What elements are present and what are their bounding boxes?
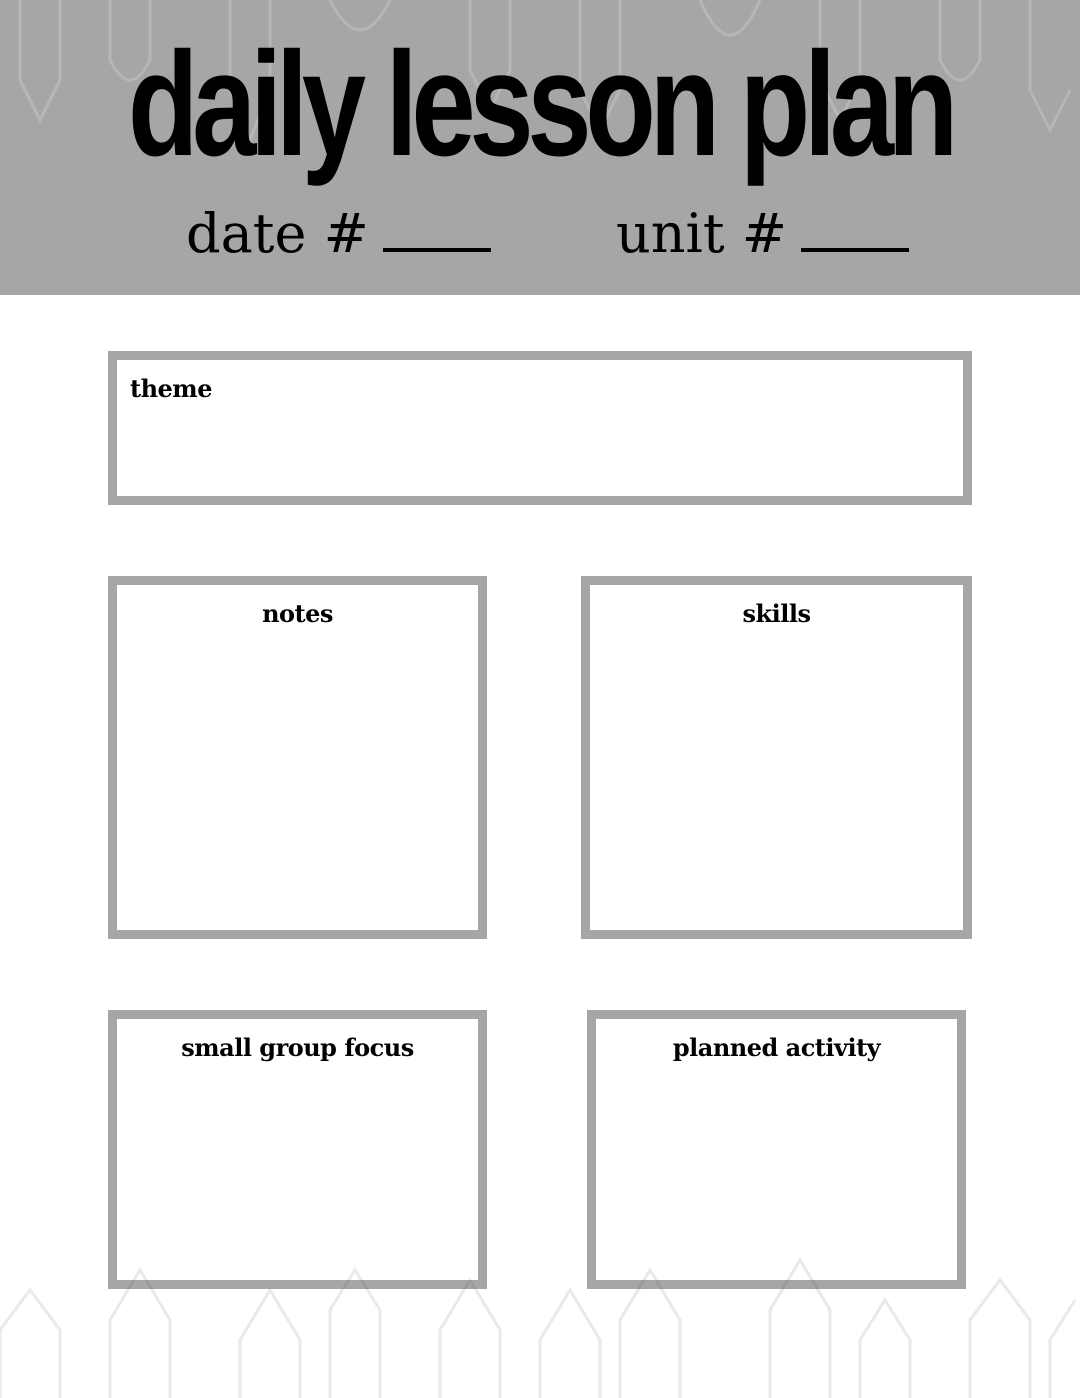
small-group-focus-box[interactable] xyxy=(108,1010,487,1289)
theme-box[interactable] xyxy=(108,351,972,505)
skills-box[interactable] xyxy=(581,576,972,939)
date-field[interactable] xyxy=(186,198,491,270)
small-group-focus-label: small group focus xyxy=(181,1033,414,1062)
planned-activity-box[interactable] xyxy=(587,1010,966,1289)
date-label: date # xyxy=(186,202,369,265)
planned-activity-label: planned activity xyxy=(672,1033,881,1062)
date-blank-line[interactable] xyxy=(383,248,491,252)
header-banner xyxy=(0,0,1080,295)
theme-label: theme xyxy=(130,374,212,403)
notes-box[interactable] xyxy=(108,576,487,939)
skills-label: skills xyxy=(742,599,811,628)
unit-field[interactable] xyxy=(616,198,909,270)
unit-blank-line[interactable] xyxy=(801,248,909,252)
unit-label: unit # xyxy=(616,202,787,265)
page-title: daily lesson plan xyxy=(127,22,953,187)
notes-label: notes xyxy=(262,599,333,628)
crayon-pattern-icon xyxy=(0,1250,1080,1398)
